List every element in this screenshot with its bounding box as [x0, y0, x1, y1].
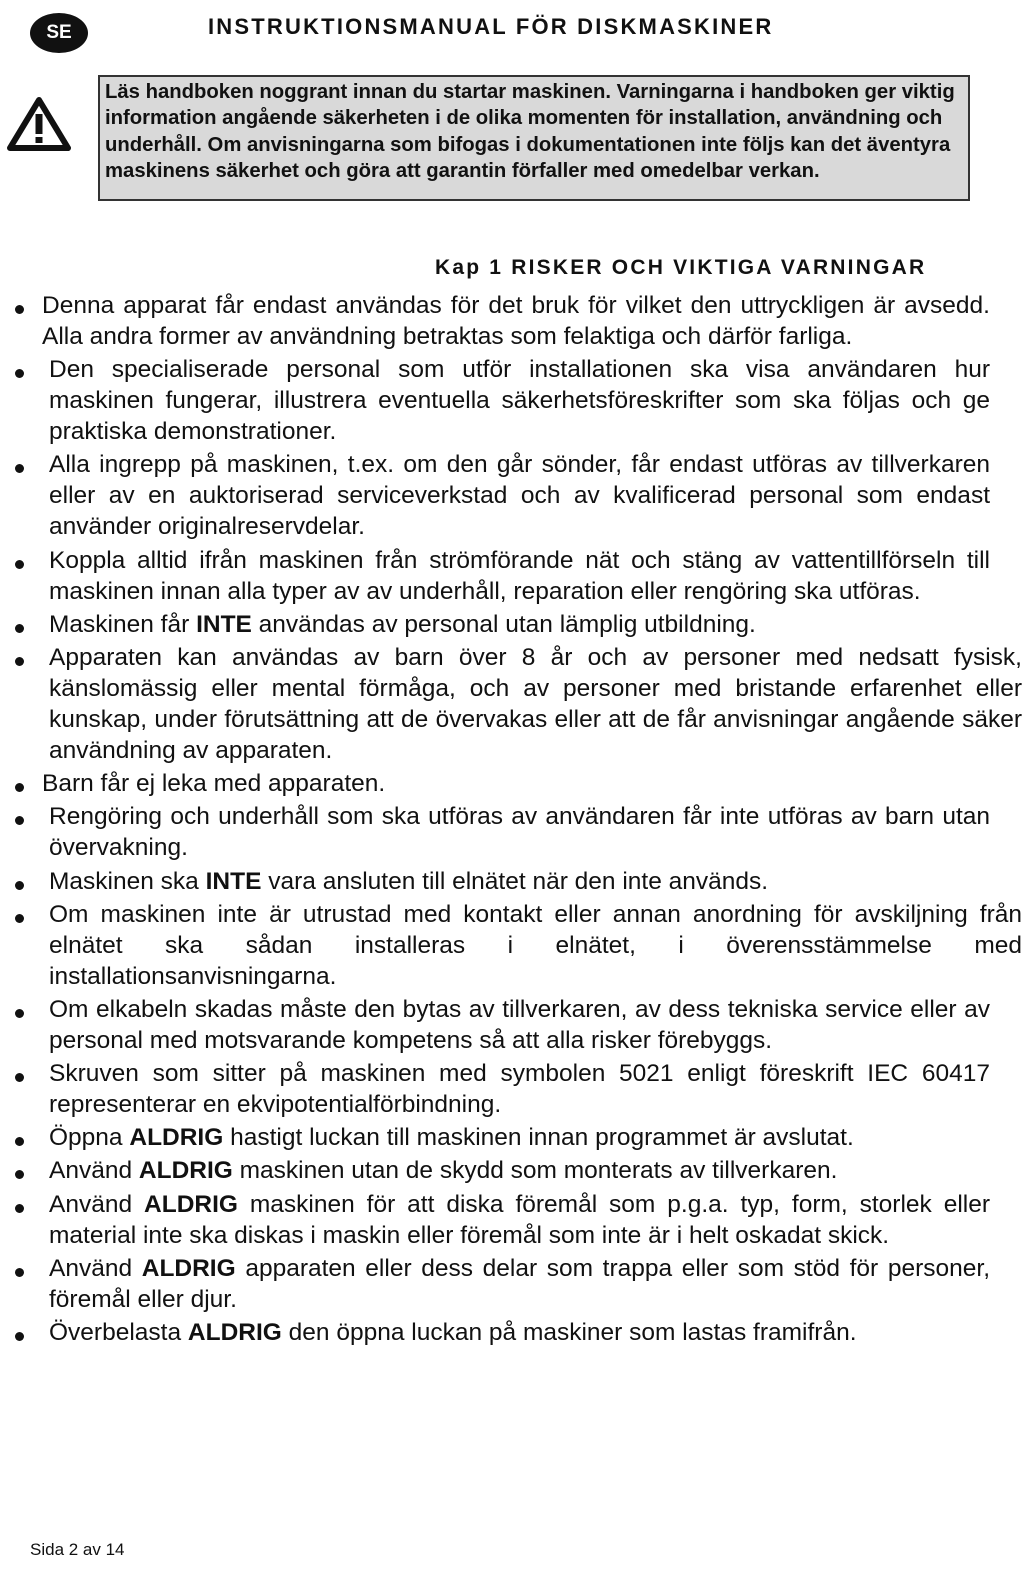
bullet [15, 881, 24, 890]
bullet [15, 1332, 24, 1341]
bullet [15, 624, 24, 633]
list-item: Barn får ej leka med apparaten. [0, 768, 1036, 799]
bullet [15, 914, 24, 923]
bullet [15, 1137, 24, 1146]
list-item: Denna apparat får endast användas för det bruk för vilket den uttryckligen är avsedd. Alla andra former av användning betraktas som felaktiga och därför farliga. [0, 290, 1036, 352]
list-item: Använd ALDRIG maskinen utan de skydd som monterats av tillverkaren. [0, 1155, 1036, 1186]
bullet [15, 1009, 24, 1018]
list-item: Om elkabeln skadas måste den bytas av tillverkaren, av dess tekniska service eller av personal med motsvarande kompetens så att alla risker förebyggs. [0, 994, 1036, 1056]
bullet [15, 464, 24, 473]
bullet [15, 560, 24, 569]
bullet [15, 1073, 24, 1082]
list-item: Maskinen ska INTE vara ansluten till elnätet när den inte används. [0, 866, 1036, 897]
list-item: Använd ALDRIG maskinen för att diska föremål som p.g.a. typ, form, storlek eller material inte ska diskas i maskin eller föremål som inte är i helt oskadat skick. [0, 1189, 1036, 1251]
bullet [15, 1204, 24, 1213]
bullet [15, 305, 24, 314]
list-item: Om maskinen inte är utrustad med kontakt eller annan anordning för avskiljning från elnätet ska sådan installeras i elnätet, i överensstämmelse med installationsanvisningarna. [0, 899, 1036, 992]
list-item: Använd ALDRIG apparaten eller dess delar som trappa eller som stöd för personer, föremål eller djur. [0, 1253, 1036, 1315]
bullet [15, 783, 24, 792]
document-title: INSTRUKTIONSMANUAL FÖR DISKMASKINER [208, 14, 774, 39]
list-item: Rengöring och underhåll som ska utföras av användaren får inte utföras av barn utan övervakning. [0, 801, 1036, 863]
bullet [15, 369, 24, 378]
page-number: Sida 2 av 14 [30, 1540, 125, 1559]
list-item: Alla ingrepp på maskinen, t.ex. om den går sönder, får endast utföras av tillverkaren eller av en auktoriserad serviceverkstad och av kvalificerad personal som endast använder originalreservdelar. [0, 449, 1036, 542]
list-item: Öppna ALDRIG hastigt luckan till maskinen innan programmet är avslutat. [0, 1122, 1036, 1153]
list-item: Koppla alltid ifrån maskinen från strömförande nät och stäng av vattentillförseln till maskinen innan alla typer av av underhåll, reparation eller rengöring ska utföras. [0, 545, 1036, 607]
chapter-heading: Kap 1 RISKER OCH VIKTIGA VARNINGAR [435, 256, 927, 279]
warning-triangle-icon [7, 96, 71, 152]
list-item: Den specialiserade personal som utför installationen ska visa användaren hur maskinen fungerar, illustrera eventuella säkerhetsföreskrifter som ska följas och ge praktiska demonstrationer. [0, 354, 1036, 447]
bullet [15, 1268, 24, 1277]
warning-list [0, 290, 1036, 1350]
list-item: Överbelasta ALDRIG den öppna luckan på maskiner som lastas framifrån. [0, 1317, 1036, 1348]
language-badge: SE [30, 13, 88, 53]
list-item: Skruven som sitter på maskinen med symbolen 5021 enligt föreskrift IEC 60417 representerar en ekvipotentialförbindning. [0, 1058, 1036, 1120]
list-item: Maskinen får INTE användas av personal utan lämplig utbildning. [0, 609, 1036, 640]
bullet [15, 657, 24, 666]
warning-notice: Läs handboken noggrant innan du startar maskinen. Varningarna i handboken ger viktig information angående säkerheten i de olika momenten för installation, användning och underhåll. Om anvisningarna som bifogas i dokumentationen inte följs kan det äventyra maskinens säkerhet och göra att garantin förfaller med omedelbar verkan. [98, 75, 970, 201]
bullet [15, 816, 24, 825]
list-item: Apparaten kan användas av barn över 8 år och av personer med nedsatt fysisk, känslomässig eller mental förmåga, och av personer med bristande erfarenhet eller kunskap, under förutsättning att de övervakas eller att de får anvisningar angående säker användning av apparaten. [0, 642, 1036, 766]
bullet [15, 1170, 24, 1179]
